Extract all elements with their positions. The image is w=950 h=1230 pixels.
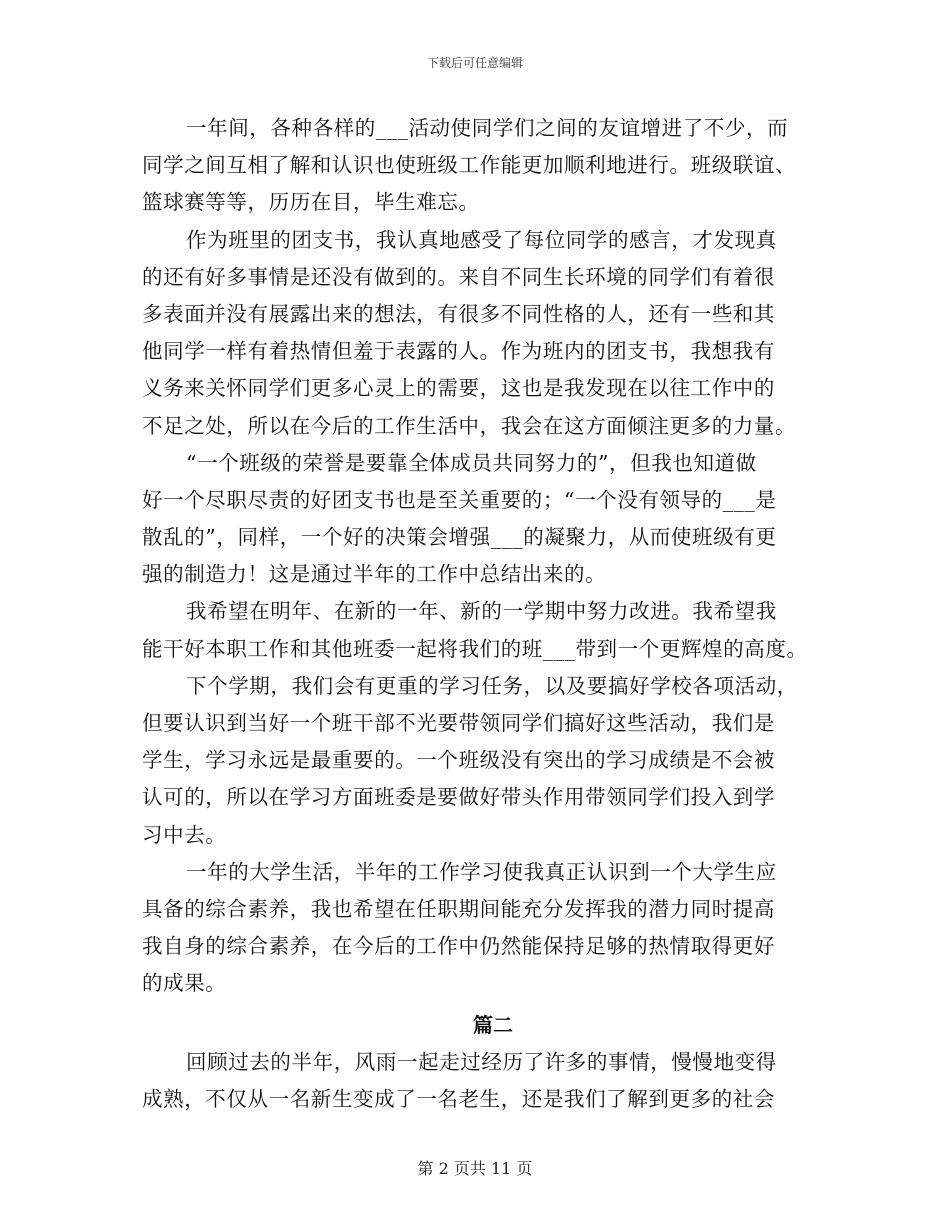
text-line: 下个学期，我们会有更重的学习任务，以及要搞好学校各项活动， (186, 673, 798, 698)
document-body (142, 110, 814, 1118)
text-line: 回顾过去的半年，风雨一起走过经历了许多的事情，慢慢地变得 (186, 1049, 777, 1074)
text-line: 的还有好多事情是还没有做到的。来自不同生长环境的同学们有着很 (142, 264, 775, 289)
text-line: 作为班里的团支书，我认真地感受了每位同学的感言，才发现真 (186, 227, 777, 252)
text-line: 习中去。 (142, 822, 227, 847)
text-line: 能干好本职工作和其他班委一起将我们的班___带到一个更辉煌的高度。 (142, 636, 808, 661)
paragraph (142, 668, 814, 854)
text-line: 我自身的综合素养，在今后的工作中仍然能保持足够的热情取得更好 (142, 934, 775, 959)
text-line: 义务来关怀同学们更多心灵上的需要，这也是我发现在以往工作中的 (142, 376, 775, 401)
text-line: 散乱的”，同样，一个好的决策会增强___的凝聚力，从而使班级有更 (142, 525, 777, 550)
paragraph (142, 854, 814, 1003)
text-line: 成熟，不仅从一名新生变成了一名老生，还是我们了解到更多的社会 (142, 1086, 775, 1111)
text-line: 他同学一样有着热情但羞于表露的人。作为班内的团支书，我想我有 (142, 339, 775, 364)
paragraph (142, 222, 814, 445)
text-line: 强的制造力！这是通过半年的工作中总结出来的。 (142, 562, 607, 587)
text-line: 但要认识到当好一个班干部不光要带领同学们搞好这些活动，我们是 (142, 711, 775, 735)
section-title: 篇二 (473, 1012, 513, 1037)
text-line: 同学之间互相了解和认识也使班级工作能更加顺利地进行。班级联谊、 (142, 153, 797, 178)
text-line: 一年的大学生活，半年的工作学习使我真正认识到一个大学生应 (186, 859, 777, 884)
text-line: 认可的，所以在学习方面班委是要做好带头作用带领同学们投入到学 (142, 785, 775, 810)
text-line: “一个班级的荣誉是要靠全体成员共同努力的”，但我也知道做 (186, 450, 757, 475)
text-line: 一年间，各种各样的___活动使同学们之间的友谊增进了不少，而 (186, 116, 789, 140)
text-line: 不足之处，所以在今后的工作生活中，我会在这方面倾注更多的力量。 (142, 413, 797, 438)
paragraph (142, 445, 814, 594)
text-line: 的成果。 (142, 971, 227, 996)
text-line: 好一个尽职尽责的好团支书也是至关重要的；“一个没有领导的___是 (142, 487, 777, 512)
text-line: 多表面并没有展露出来的想法，有很多不同性格的人，还有一些和其 (142, 301, 775, 326)
text-line: 篮球赛等等，历历在目，毕生难忘。 (142, 190, 480, 215)
text-line: 我希望在明年、在新的一年、新的一学期中努力改进。我希望我 (186, 599, 777, 624)
text-line: 具备的综合素养，我也希望在任职期间能充分发挥我的潜力同时提高 (142, 896, 775, 921)
text-line: 学生，学习永远是最重要的。一个班级没有突出的学习成绩是不会被 (142, 748, 775, 773)
paragraph (142, 593, 814, 667)
paragraph (142, 1044, 814, 1118)
page-number: 第 2 页共 11 页 (417, 1159, 533, 1178)
page-header: 下载后可任意编辑 (426, 56, 523, 70)
paragraph (142, 110, 814, 222)
